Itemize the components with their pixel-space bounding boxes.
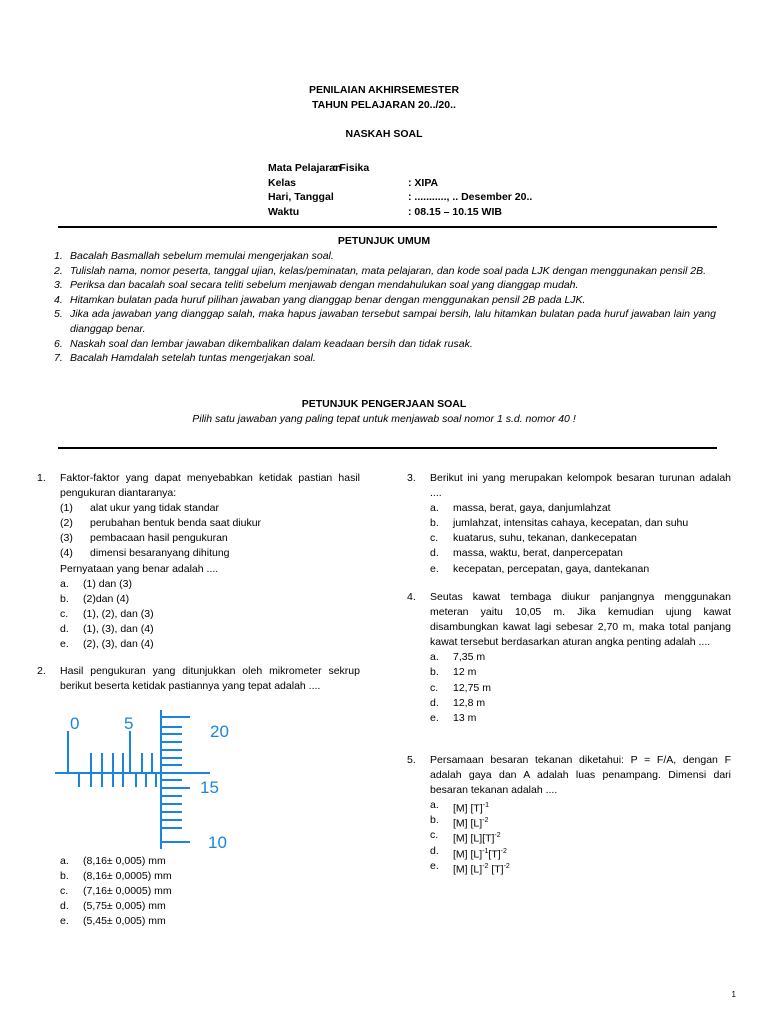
answer-option[interactable]: a. (1) dan (3) [60,577,133,590]
question-prompt: Pernyataan yang benar adalah .... [60,562,219,575]
statement-item: (3) pembacaan hasil pengukuran [60,532,228,545]
answer-option[interactable]: e. kecepatan, percepatan, gaya, dantekanan [430,562,650,575]
info-value: : 08.15 – 10.15 WIB [408,205,502,218]
answer-option[interactable]: a. massa, berat, gaya, danjumlahzat [430,502,611,515]
info-label: Kelas [268,176,297,189]
general-instructions-title: PETUNJUK UMUM [337,235,431,247]
answer-option[interactable]: d. (1), (3), dan (4) [60,622,154,635]
answer-option[interactable]: d. (5,75± 0,005) mm [60,900,166,913]
answer-option[interactable]: c. (7,16± 0,0005) mm [60,885,172,898]
answer-option[interactable]: b. 12 m [430,666,477,679]
question-text: Seutas kawat tembaga diukur panjangnya menggunakan meteran yaitu 10,05 m. Jika kemudian ujung kawat disambungkan kawat lagi sebesar 2,70 m, maka total panjang kawat tersebut berdasarkan aturan angka penting adalah .... [430,591,731,649]
answer-option[interactable]: b. jumlahzat, intensitas cahaya, kecepatan, dan suhu [430,517,689,530]
answer-option[interactable]: c. [M] $[L][T]^{-2}$ [430,829,501,845]
thimble-scale-label: 20 [210,722,229,741]
instruction-item: 5. Jika ada jawaban yang dianggap salah, maka hapus jawaban tersebut sampai bersih, lalu hitamkan bulatan pada huruf jawaban lain yang dianggap benar. [54,308,716,335]
document-type: NASKAH SOAL [345,128,423,140]
answer-option[interactable]: e. [M] $[L]^{-2}$ $[T]^{-2}$ [430,859,510,876]
answer-option[interactable]: c. (1), (2), dan (3) [60,607,154,620]
statement-item: (1) alat ukur yang tidak standar [60,502,219,515]
page-number: 1 [731,990,736,999]
divider [58,226,717,228]
answer-option[interactable]: a. [M] $[T]^{-1}$ [430,799,489,815]
thimble-scale-label: 10 [208,833,227,852]
work-instructions-title: PETUNJUK PENGERJAAN SOAL [301,398,467,410]
divider [58,447,717,449]
instruction-item: 2. Tulislah nama, nomor peserta, tanggal ujian, kelas/peminatan, mata pelajaran, dan kode soal pada LJK dengan menggunakan pensil 2B. [54,264,707,277]
statement-item: (2) perubahan bentuk benda saat diukur [60,517,262,530]
answer-option[interactable]: b. (8,16± 0,0005) mm [60,870,172,883]
answer-option[interactable]: e. 13 m [430,711,477,724]
info-value: : ..........., .. Desember 20.. [408,191,533,203]
info-value: : XIPA [408,176,439,189]
answer-option[interactable]: a. (8,16± 0,005) mm [60,855,166,867]
instruction-item: 1. Bacalah Basmallah sebelum memulai mengerjakan soal. [54,250,334,262]
answer-option[interactable]: d. [M] $[L]^{-1}[T]^{-2}$ [430,844,507,861]
answer-option[interactable]: a. 7,35 m [430,651,486,664]
main-scale-label: 5 [124,714,134,733]
info-label: Waktu [268,205,300,218]
main-scale-label: 0 [70,714,80,733]
answer-option[interactable]: c. kuatarus, suhu, tekanan, dankecepatan [430,532,637,545]
micrometer-figure [50,707,240,852]
instruction-item: 6. Naskah soal dan lembar jawaban dikembalikan dalam keadaan bersih dan tidak rusak. [54,337,473,350]
info-value: : Fisika [333,162,370,174]
instruction-item: 3. Periksa dan bacalah soal secara teliti sebelum menjawab dengan mendahulukan soal yang dianggap mudah. [54,279,579,292]
answer-option[interactable]: e. (5,45± 0,005) mm [60,915,166,928]
academic-year: TAHUN PELAJARAN 20../20.. [312,99,456,111]
answer-option[interactable]: e. (2), (3), dan (4) [60,638,154,651]
answer-option[interactable]: b. (2)dan (4) [60,592,130,605]
info-label: Hari, Tanggal [268,191,334,203]
info-label: Mata Pelajaran [268,162,342,174]
work-instructions-text: Pilih satu jawaban yang paling tepat untuk menjawab soal nomor 1 s.d. nomor 40 ! [192,413,576,425]
question-text: Berikut ini yang merupakan kelompok besaran turunan adalah .... [430,472,731,500]
question-2-options [60,854,360,929]
instruction-item: 7. Bacalah Hamdalah setelah tuntas mengerjakan soal. [54,352,316,365]
general-instructions-list [48,249,716,366]
exam-title: PENILAIAN AKHIRSEMESTER [308,84,460,96]
thimble-scale-label: 15 [200,778,219,797]
answer-option[interactable]: c. 12,75 m [430,681,491,694]
question-text: Hasil pengukuran yang ditunjukkan oleh mikrometer sekrup berikut beserta ketidak pastiannya yang tepat adalah .... [60,665,360,693]
statement-item: (4) dimensi besaranyang dihitung [60,547,230,560]
instruction-item: 4. Hitamkan bulatan pada huruf pilihan jawaban yang dianggap benar dengan menggunakan pensil 2B pada LJK. [54,293,586,306]
question-text: Faktor-faktor yang dapat menyebabkan ketidak pastian hasil pengukuran diantaranya: [60,472,360,500]
answer-option[interactable]: d. massa, waktu, berat, danpercepatan [430,547,623,560]
info-block [268,161,568,219]
question-text: Persamaan besaran tekanan diketahui: P = F/A, dengan F adalah gaya dan A adalah luas penampang. Dimensi dari besaran tekanan adalah .... [430,754,731,797]
answer-option[interactable]: d. 12,8 m [430,696,486,709]
answer-option[interactable]: b. [M] $[L]^{-2}$ [430,814,489,830]
